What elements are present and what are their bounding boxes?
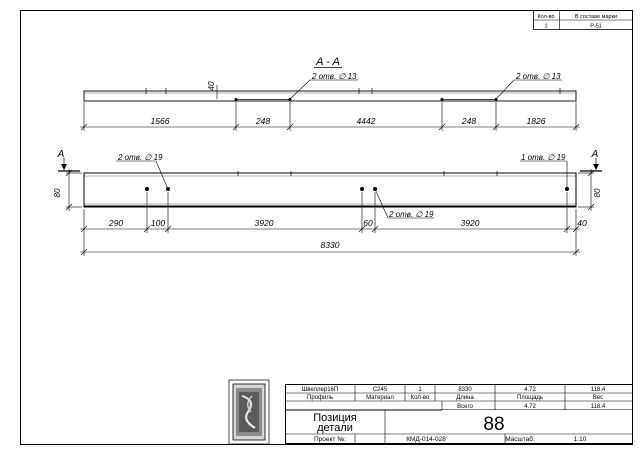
scale-label: Масштаб: xyxy=(505,436,535,443)
main-hole xyxy=(145,187,149,191)
project-code: КМД-014-028 xyxy=(406,436,446,443)
section-dim-4: 248 xyxy=(461,116,477,126)
weight-header: Вес xyxy=(592,395,604,401)
main-height-dim-right: 80 xyxy=(593,188,602,198)
main-beam xyxy=(84,173,576,207)
section-hole-note-left: 2 отв. ∅ 13 xyxy=(312,72,357,81)
corner-table xyxy=(534,11,633,30)
main-hole-note-left: 2 отв. ∅ 19 xyxy=(118,153,163,162)
company-logo xyxy=(229,380,269,444)
section-dim-3: 4442 xyxy=(356,116,376,126)
main-dim-4: 60 xyxy=(363,218,373,228)
main-dim-1: 290 xyxy=(108,218,124,228)
section-hole xyxy=(495,98,498,101)
main-total-length: 8330 xyxy=(320,240,340,250)
total-weight: 118.4 xyxy=(590,404,606,410)
position-number: 88 xyxy=(483,414,505,435)
section-hole xyxy=(441,98,444,101)
svg-text:A: A xyxy=(591,149,599,160)
main-view xyxy=(53,149,602,256)
material-value: С245 xyxy=(372,387,388,393)
project-label: Проект №: xyxy=(314,436,346,443)
scale-value: 1:10 xyxy=(573,436,587,443)
material-header: Материал xyxy=(366,395,394,401)
length-header: Длина xyxy=(456,395,474,401)
position-label: Позиция xyxy=(313,412,357,424)
area-header: Площадь xyxy=(516,395,544,401)
qty-header: Кол-во xyxy=(410,395,430,401)
corner-qty-header: Кол-во xyxy=(537,14,555,20)
main-dim-3: 3920 xyxy=(254,218,274,228)
profile-header: Профиль xyxy=(307,395,333,401)
section-view xyxy=(80,56,580,131)
section-height-dim: 40 xyxy=(207,81,216,91)
section-hole xyxy=(235,98,238,101)
main-hole-note-middle: 2 отв. ∅ 19 xyxy=(389,210,434,219)
corner-part-value: Р-51 xyxy=(590,23,602,30)
svg-text:A: A xyxy=(57,149,65,160)
total-label: Всего xyxy=(457,404,473,410)
main-hole-note-right: 1 отв. ∅ 19 xyxy=(521,153,566,162)
total-area: 4.72 xyxy=(524,404,536,410)
section-dim-2: 248 xyxy=(255,116,271,126)
section-dim-5: 1826 xyxy=(526,116,546,126)
section-hole-note-right: 2 отв. ∅ 13 xyxy=(516,72,561,81)
weight-value: 118.4 xyxy=(590,387,606,393)
cut-mark-right xyxy=(580,149,602,171)
title-block xyxy=(229,380,633,444)
area-value: 4.72 xyxy=(524,387,536,393)
profile-value: Швеллер16П xyxy=(301,387,339,393)
section-hole xyxy=(289,98,292,101)
section-dim-1: 1566 xyxy=(150,116,170,126)
position-label-2: детали xyxy=(317,422,353,434)
main-hole xyxy=(360,187,364,191)
main-dim-2: 100 xyxy=(150,218,166,228)
qty-value: 1 xyxy=(418,387,422,393)
main-dim-5: 3920 xyxy=(460,218,480,228)
main-dim-6: 40 xyxy=(577,218,587,228)
cut-mark-left xyxy=(57,149,80,171)
section-title: A - A xyxy=(316,56,340,68)
main-height-dim-left: 80 xyxy=(53,188,62,198)
corner-part-header: В составе марки xyxy=(574,14,618,20)
corner-qty-value: 1 xyxy=(544,23,548,30)
length-value: 8330 xyxy=(458,387,472,393)
